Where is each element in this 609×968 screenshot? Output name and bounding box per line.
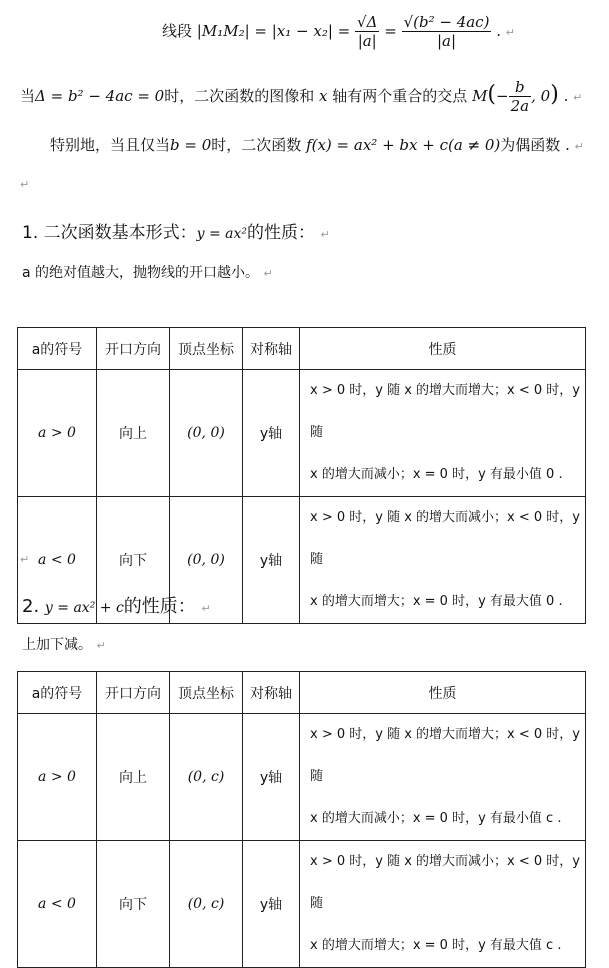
table-header-cell: 开口方向 (97, 672, 170, 714)
desc-line-1: x > 0 时，y 随 x 的增大而减小；x < 0 时，y 随 (310, 510, 580, 567)
table-cell-direction: 向下 (97, 841, 170, 968)
formula1-frac2-den: |a| (436, 32, 457, 50)
section-1-suffix: 的性质： (247, 223, 316, 243)
section-2-note-text: 上加下减。 (22, 637, 92, 653)
line3-text-a: 特别地，当且仅当 (50, 136, 171, 154)
section-1-number: 1. (22, 223, 39, 243)
table-header-row (18, 672, 586, 714)
formula1-frac2 (402, 13, 492, 50)
paragraph-mark: ↵ (320, 228, 330, 241)
table-cell-vertex: (0, 0) (170, 370, 243, 497)
section-1-formula: y = ax² (196, 226, 248, 242)
table-header-cell: a的符号 (18, 328, 97, 370)
formula1-frac1 (355, 13, 379, 50)
properties-table-2 (17, 671, 586, 968)
section-2-note (22, 634, 106, 654)
table-cell-desc (300, 497, 586, 624)
section-2-number: 2. (22, 596, 40, 617)
formula1-prefix: 线段 (162, 22, 193, 40)
line2-end: . (563, 87, 569, 105)
line2-text-c: 轴有两个重合的交点 (332, 87, 468, 105)
desc-line-1: x > 0 时，y 随 x 的增大而减小；x < 0 时，y 随 (310, 854, 580, 911)
line2-text-a: 当 (20, 87, 36, 105)
table-cell-vertex: (0, 0) (170, 497, 243, 624)
desc-line-1: x > 0 时，y 随 x 的增大而增大；x < 0 时，y 随 (310, 727, 580, 784)
table-cell-direction: 向上 (97, 370, 170, 497)
line3-text-b: 时，二次函数 (211, 136, 302, 154)
paragraph-mark: ↵ (96, 639, 106, 652)
paragraph-mark: ↵ (20, 178, 30, 191)
table-header-row (18, 328, 586, 370)
table-header-cell: 开口方向 (97, 328, 170, 370)
line3-text-c: 为偶函数 (500, 136, 561, 154)
section-2-heading (22, 592, 211, 618)
table-row (18, 370, 586, 497)
desc-line-2: x 的增大而减小；x = 0 时，y 有最小值 c . (310, 811, 562, 826)
table-cell-axis: y轴 (243, 497, 300, 624)
table-header-cell: 顶点坐标 (170, 328, 243, 370)
line2-frac-num: b (509, 78, 532, 97)
table-row (18, 841, 586, 968)
section-1-note (22, 262, 273, 282)
paragraph-mark: ↵ (505, 26, 515, 39)
line2-x: x (319, 87, 328, 105)
formula-line-1: 线段 |M₁M₂| = |x₁ − x₂| = $\frac{√\Delta}{|a|}$ = $\frac{\text{√(b² − 4ac)}}{|a|}$ . ↵ (162, 13, 515, 50)
formula1-frac2-num: √(b² − 4ac) (403, 13, 490, 31)
section-2-formula: y = ax² + c (44, 600, 124, 616)
desc-line-1: x > 0 时，y 随 x 的增大而增大；x < 0 时，y 随 (310, 383, 580, 440)
formula1-frac1-den: |a| (357, 32, 377, 50)
line3-end: . (565, 136, 570, 154)
section-1-heading (22, 218, 330, 243)
section-1-note-text: a 的绝对值越大，抛物线的开口越小。 (22, 265, 260, 281)
paragraph-mark: ↵ (20, 553, 30, 566)
table-header-cell: 对称轴 (243, 328, 300, 370)
paragraph-mark: ↵ (573, 91, 583, 104)
table-header-cell: 性质 (300, 328, 586, 370)
section-2-suffix: 的性质： (123, 596, 196, 617)
table-cell-axis: y轴 (243, 370, 300, 497)
table-cell-sign: a < 0 (18, 497, 97, 624)
table-cell-direction: 向上 (97, 714, 170, 841)
text-line-2: 当Δ = b² − 4ac = 0时，二次函数的图像和 x 轴有两个重合的交点 M(− $\frac{b}{2a}$ , 0) . ↵ (20, 78, 583, 115)
desc-line-2: x 的增大而增大；x = 0 时，y 有最大值 0 . (310, 594, 563, 609)
line2-frac-den: 2a (510, 97, 530, 115)
table-header-cell: a的符号 (18, 672, 97, 714)
paragraph-mark: ↵ (574, 140, 584, 153)
table-cell-sign: a > 0 (18, 714, 97, 841)
table-cell-desc (300, 841, 586, 968)
desc-line-2: x 的增大而减小；x = 0 时，y 有最小值 0 . (310, 467, 563, 482)
table-cell-vertex: (0, c) (170, 714, 243, 841)
table-header-cell: 对称轴 (243, 672, 300, 714)
table-cell-sign: a < 0 (18, 841, 97, 968)
line3-expr1: b = 0 (170, 136, 212, 154)
line2-expr: Δ = b² − 4ac = 0 (35, 87, 165, 105)
line2-M: M (472, 87, 488, 105)
formula1-expr: |M₁M₂| = |x₁ − x₂| = (196, 22, 351, 40)
table-cell-desc (300, 370, 586, 497)
table-header-cell: 性质 (300, 672, 586, 714)
text-line-3 (50, 132, 584, 160)
formula1-frac1-num: √Δ (357, 13, 378, 31)
paragraph-mark: ↵ (201, 602, 211, 615)
table-cell-desc (300, 714, 586, 841)
section-1-title: 二次函数基本形式： (43, 223, 197, 243)
formula1-end: . (496, 22, 501, 40)
desc-line-2: x 的增大而增大；x = 0 时，y 有最大值 c . (310, 938, 562, 953)
table-cell-vertex: (0, c) (170, 841, 243, 968)
table-cell-sign: a > 0 (18, 370, 97, 497)
paragraph-mark: ↵ (263, 267, 273, 280)
line2-text-b: 时，二次函数的图像和 (164, 87, 315, 105)
table-cell-axis: y轴 (243, 714, 300, 841)
table-row (18, 714, 586, 841)
table-cell-direction: 向下 (97, 497, 170, 624)
line2-frac (509, 78, 532, 115)
table-cell-axis: y轴 (243, 841, 300, 968)
table-header-cell: 顶点坐标 (170, 672, 243, 714)
properties-table-1 (17, 327, 586, 624)
line3-expr2: f(x) = ax² + bx + c(a ≠ 0) (306, 136, 501, 154)
line2-point-end: , 0 (531, 87, 551, 105)
